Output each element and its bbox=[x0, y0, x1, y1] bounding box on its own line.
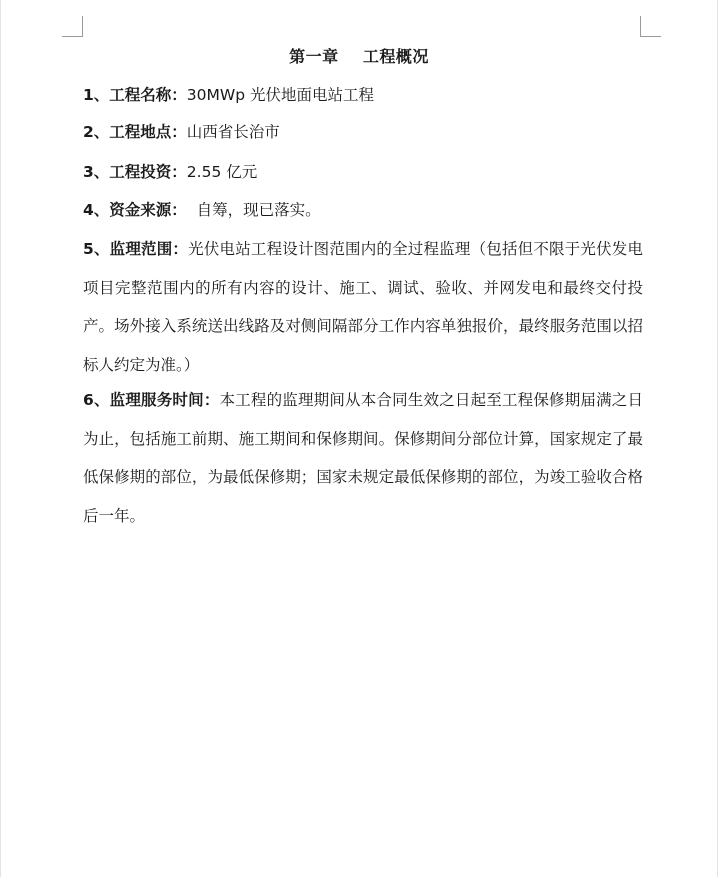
margin-corner-mark-top-right bbox=[640, 16, 661, 37]
item-label: 3、工程投资： bbox=[83, 163, 187, 181]
item-project-name bbox=[83, 76, 643, 115]
item-text: 本工程的监理期间从本合同生效之日起至工程保修期届满之日为止，包括施工前期、施工期间和保修期间。保修期间分部位计算，国家规定了最低保修期的部位，为最低保修期；国家未规定最低保修期的部位，为竣工验收合格后一年。 bbox=[83, 391, 643, 525]
item-text: 山西省长治市 bbox=[186, 123, 280, 141]
item-project-location bbox=[83, 113, 643, 152]
item-label: 1、工程名称： bbox=[83, 86, 187, 104]
margin-corner-mark-top-left bbox=[62, 16, 83, 37]
item-text: 光伏电站工程设计图范围内的全过程监理（包括但不限于光伏发电项目完整范围内的所有内容的设计、施工、调试、验收、并网发电和最终交付投产。场外接入系统送出线路及对侧间隔部分工作内容单独报价，最终服务范围以招标人约定为准。） bbox=[83, 240, 643, 374]
item-label: 2、工程地点： bbox=[83, 123, 187, 141]
item-funding-source bbox=[83, 191, 643, 230]
item-label: 5、监理范围： bbox=[83, 240, 189, 258]
item-text: 2.55 亿元 bbox=[186, 163, 258, 181]
item-text: 自筹，现已落实。 bbox=[186, 201, 321, 219]
page-edge-left bbox=[0, 0, 1, 877]
chapter-title: 第一章 工程概况 bbox=[289, 47, 429, 66]
item-label: 4、资金来源： bbox=[83, 201, 187, 219]
item-label: 6、监理服务时间： bbox=[83, 391, 220, 409]
item-project-investment bbox=[83, 153, 643, 192]
item-supervision-scope bbox=[83, 230, 643, 384]
item-service-period bbox=[83, 381, 643, 535]
item-text: 30MWp 光伏地面电站工程 bbox=[186, 86, 374, 104]
